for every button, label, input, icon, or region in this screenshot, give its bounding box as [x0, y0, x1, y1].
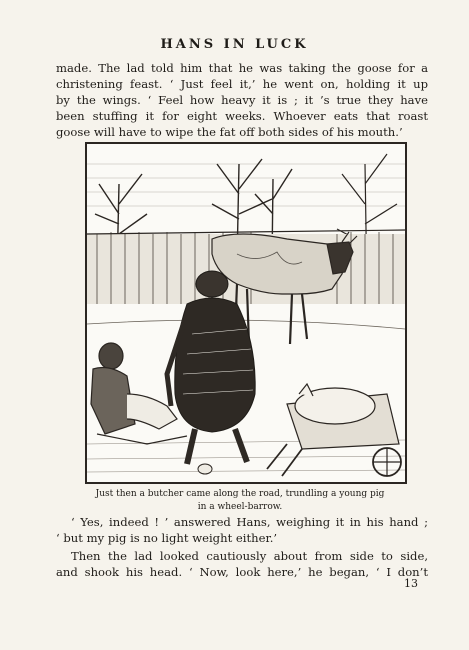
caption-line: in a wheel-barrow. [197, 502, 283, 512]
paragraph-middle [56, 514, 428, 546]
caption-line: Just then a butcher came along the road, trundling a young pig [95, 489, 385, 499]
paragraph-bottom [56, 548, 428, 580]
text-line: made. The lad told him that he was taking the goose for a [56, 61, 428, 75]
text-line: ‘ but my pig is no light weight either.’ [56, 531, 278, 545]
stone-icon [198, 464, 212, 474]
text-line: ‘ Yes, indeed ! ’ answered Hans, weighing it in his hand ; [71, 515, 428, 529]
text-line: been stuffing it for eight weeks. Whoever eats that roast [56, 109, 428, 123]
paragraph-top [56, 60, 428, 140]
illustration-caption [60, 488, 420, 514]
running-header: HANS IN LUCK [160, 37, 309, 52]
text-line: and shook his head. ‘ Now, look here,’ he began, ‘ I don’t [56, 565, 428, 579]
illustration-plate [85, 142, 407, 484]
sky-hatching [87, 164, 405, 206]
text-line: Then the lad looked cautiously about from side to side, [71, 549, 428, 563]
text-line: by the wings. ‘ Feel how heavy it is ; it ’s true they have [56, 93, 428, 107]
text-line: christening feast. ‘ Just feel it,’ he went on, holding it up [56, 77, 428, 91]
text-line: goose will have to wipe the fat off both sides of his mouth.’ [56, 125, 403, 139]
page-number: 13 [404, 577, 418, 590]
illustration-drawing [87, 144, 405, 482]
pig-in-wheelbarrow-icon [267, 384, 401, 476]
